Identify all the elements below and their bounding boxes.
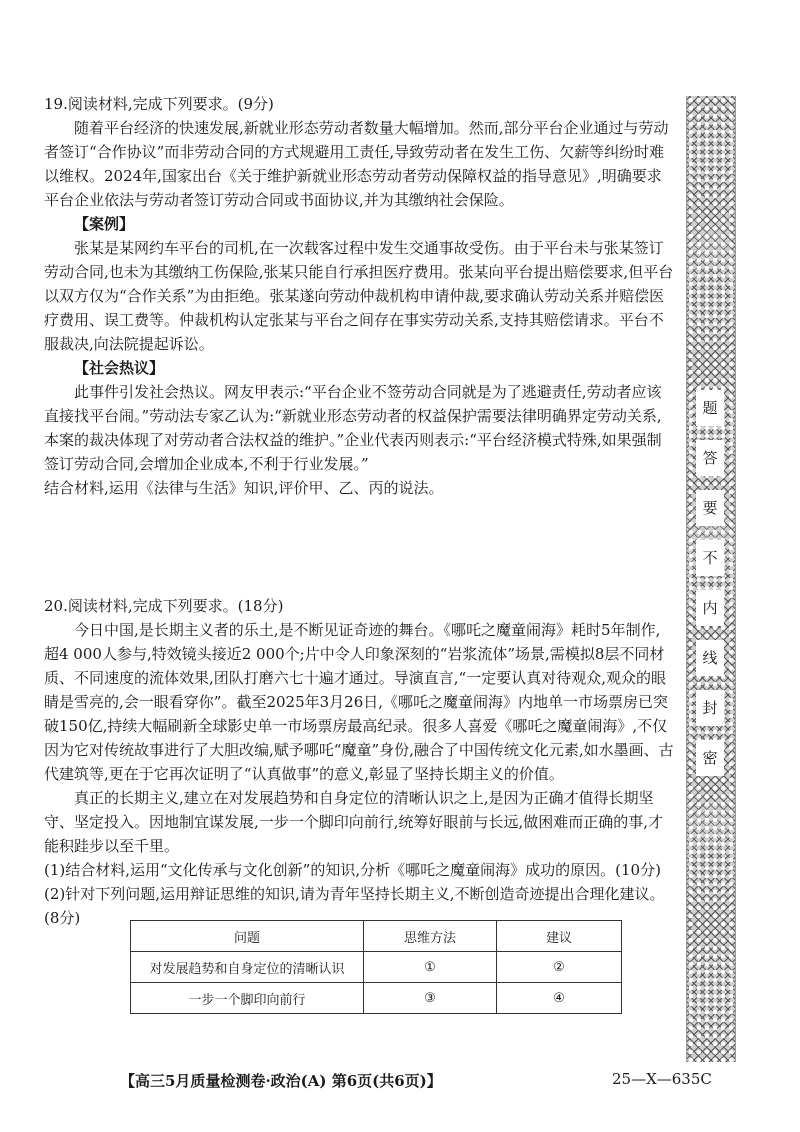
q19-case-heading: 【案例】: [74, 215, 135, 233]
question-19: [44, 92, 674, 500]
seal-strip-label: 不: [696, 540, 724, 576]
seal-strip-label: 题: [696, 390, 724, 426]
table-cell: ①: [364, 952, 497, 983]
page-footer: 【高三5月质量检测卷·政治(A) 第6页(共6页)】: [120, 1072, 442, 1090]
table-header-cell: 思维方法: [364, 921, 497, 952]
table-header-cell: 建议: [497, 921, 622, 952]
seal-strip-label: 答: [696, 440, 724, 476]
seal-strip-label: 封: [696, 690, 724, 726]
q20-para2: 真正的长期主义,建立在对发展趋势和自身定位的清晰认识之上,是因为正确才值得长期坚守、坚定投入。因地制宜谋发展,一步一个脚印向前行,统筹好眼前与长远,做困难而正确的事,才能积跬步以至千里。: [44, 789, 664, 855]
table-cell: 一步一个脚印向前行: [131, 983, 364, 1014]
q19-hot-heading: 【社会热议】: [74, 359, 165, 377]
q20-sub2: (2)针对下列问题,运用辩证思维的知识,请为青年坚持长期主义,不断创造奇迹提出合理化建议。(8分): [44, 885, 665, 927]
exam-code: 25—X—635C: [612, 1070, 712, 1088]
q19-hot-text: 此事件引发社会热议。网友甲表示:“平台企业不签劳动合同就是为了逃避责任,劳动者应该直接找平台闹。”劳动法专家乙认为:“新就业形态劳动者的权益保护需要法律明确界定劳动关系,本案的裁决体现了对劳动者合法权益的维护。”企业代表丙则表示:“平台经济模式特殊,如果强制签订劳动合同,会增加企业成本,不利于行业发展。”: [44, 383, 662, 473]
q20-para1: 今日中国,是长期主义者的乐土,是不断见证奇迹的舞台。《哪吒之魔童闹海》耗时5年制作,超4 000人参与,特效镜头接近2 000个;片中令人印象深刻的“岩浆流体”场景,需模拟8层不同材质、不同速度的流体效果,团队打磨六七十遍才通过。导演直言,“一定要认真对待观众,观众的眼睛是雪亮的,会一眼看穿你”。截至2025年3月26日,《哪吒之魔童闹海》内地单一市场票房已突破150亿,持续大幅刷新全球影史单一市场票房最高纪录。很多人喜爱《哪吒之魔童闹海》,不仅因为它对传统故事进行了大胆改编,赋予哪吒“魔童”身份,融合了中国传统文化元素,如水墨画、古代建筑等,更在于它再次证明了“认真做事”的意义,彰显了坚持长期主义的价值。: [44, 621, 674, 783]
table-cell: ②: [497, 952, 622, 983]
seal-strip-label: 线: [696, 640, 724, 676]
q19-intro: 随着平台经济的快速发展,新就业形态劳动者数量大幅增加。然而,部分平台企业通过与劳动者签订“合作协议”而非劳动合同的方式规避用工责任,导致劳动者在发生工伤、欠薪等纠纷时难以维权。2024年,国家出台《关于维护新就业形态劳动者劳动保障权益的指导意见》,明确要求平台企业依法与劳动者签订劳动合同或书面协议,并为其缴纳社会保险。: [44, 119, 669, 209]
q20-title: 20.阅读材料,完成下列要求。(18分): [44, 597, 284, 615]
q19-case-text: 张某是某网约车平台的司机,在一次载客过程中发生交通事故受伤。由于平台未与张某签订劳动合同,也未为其缴纳工伤保险,张某只能自行承担医疗费用。张某向平台提出赔偿要求,但平台以双方仅为“合作关系”为由拒绝。张某遂向劳动仲裁机构申请仲裁,要求确认劳动关系并赔偿医疗费用、误工费等。仲裁机构认定张某与平台之间存在事实劳动关系,支持其赔偿请求。平台不服裁决,向法院提起诉讼。: [44, 239, 674, 353]
table-cell: ④: [497, 983, 622, 1014]
q19-title: 19.阅读材料,完成下列要求。(9分): [44, 95, 274, 113]
q19-question: 结合材料,运用《法律与生活》知识,评价甲、乙、丙的说法。: [44, 479, 444, 497]
seal-strip-label: 密: [696, 740, 724, 776]
seal-line-strip: [686, 96, 736, 1062]
seal-strip-label: 要: [696, 490, 724, 526]
table-header-row: [131, 921, 622, 952]
answer-table: [130, 920, 622, 1014]
table-header-cell: 问题: [131, 921, 364, 952]
table-row: [131, 952, 622, 983]
q20-sub1: (1)结合材料,运用“文化传承与文化创新”的知识,分析《哪吒之魔童闹海》成功的原因。(10分): [44, 861, 661, 879]
table-cell: ③: [364, 983, 497, 1014]
table-cell: 对发展趋势和自身定位的清晰认识: [131, 952, 364, 983]
table-row: [131, 983, 622, 1014]
seal-strip-label: 内: [696, 590, 724, 626]
question-20: [44, 594, 674, 930]
